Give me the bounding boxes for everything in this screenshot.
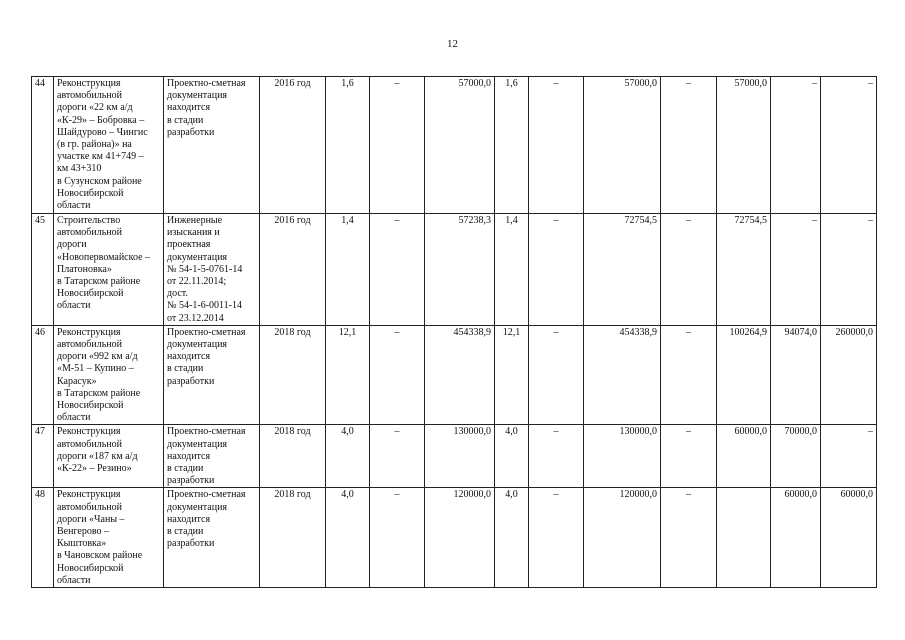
object-name-line: в Сузунском районе [57, 175, 142, 187]
value-empty-1: – [370, 214, 425, 326]
object-name-line: Реконструкция [57, 426, 121, 438]
object-name-line: Новосибирской [57, 400, 124, 412]
funding-year-2: – [771, 214, 821, 326]
value-empty-3: – [661, 488, 717, 588]
table-row [32, 77, 877, 214]
documentation-status-line: находится [167, 513, 211, 525]
documentation-status-line: Проектно-сметная [167, 426, 246, 438]
length-km-program: 4,0 [495, 425, 529, 488]
object-name-line: области [57, 300, 91, 312]
length-km-program: 4,0 [495, 488, 529, 588]
documentation-status-line: дост. [167, 288, 188, 300]
row-number: 45 [32, 214, 54, 326]
object-name-line: Новосибирской [57, 187, 124, 199]
object-name-line: «Новопервомайское – [57, 251, 151, 263]
funding-year-2: – [771, 77, 821, 214]
object-name-line: автомобильной [57, 339, 122, 351]
object-name-line: Новосибирской [57, 562, 124, 574]
program-cost: 72754,5 [584, 214, 661, 326]
length-km: 1,6 [326, 77, 370, 214]
object-name [54, 214, 164, 326]
object-name-line: Венгерово – [57, 526, 110, 538]
estimated-cost: 130000,0 [425, 425, 495, 488]
documentation-status-line: в стадии [167, 114, 204, 126]
value-empty-3: – [661, 325, 717, 425]
table-row [32, 425, 877, 488]
object-name-line: дороги «Чаны – [57, 513, 125, 525]
funding-year-1: 57000,0 [717, 77, 771, 214]
documentation-status [164, 214, 260, 326]
documentation-status-line: документация [167, 501, 228, 513]
documentation-status-line: разработки [167, 538, 215, 550]
value-empty-3: – [661, 425, 717, 488]
commission-year: 2018 год [260, 488, 326, 588]
documentation-status-line: находится [167, 450, 211, 462]
funding-year-3: 260000,0 [821, 325, 877, 425]
documentation-status-line: документация [167, 339, 228, 351]
documentation-status-line: документация [167, 90, 228, 102]
object-name-line: области [57, 574, 91, 586]
object-name [54, 77, 164, 214]
object-name-line: км 43+310 [57, 163, 102, 175]
documentation-status [164, 77, 260, 214]
commission-year: 2016 год [260, 77, 326, 214]
documentation-status-line: разработки [167, 375, 215, 387]
value-empty-2: – [529, 77, 584, 214]
documentation-status-line: в стадии [167, 463, 204, 475]
object-name-line: автомобильной [57, 227, 122, 239]
object-name-line: Новосибирской [57, 288, 124, 300]
length-km-program: 1,4 [495, 214, 529, 326]
value-empty-2: – [529, 214, 584, 326]
object-name-line: области [57, 412, 91, 424]
funding-year-3: – [821, 214, 877, 326]
object-name-line: области [57, 200, 91, 212]
documentation-status [164, 425, 260, 488]
documentation-status-line: в стадии [167, 526, 204, 538]
documentation-status-line: от 23.12.2014 [167, 312, 224, 324]
table-row [32, 325, 877, 425]
value-empty-1: – [370, 325, 425, 425]
object-name-line: «М-51 – Купино – [57, 363, 134, 375]
object-name-line: автомобильной [57, 90, 122, 102]
funding-year-2: 94074,0 [771, 325, 821, 425]
commission-year: 2018 год [260, 425, 326, 488]
object-name-line: Реконструкция [57, 326, 121, 338]
object-name-line: в Татарском районе [57, 387, 141, 399]
table-row [32, 488, 877, 588]
object-name-line: в Татарском районе [57, 276, 141, 288]
program-cost: 130000,0 [584, 425, 661, 488]
commission-year: 2016 год [260, 214, 326, 326]
documentation-status-line: от 22.11.2014; [167, 276, 227, 288]
row-number: 44 [32, 77, 54, 214]
length-km: 12,1 [326, 325, 370, 425]
object-name-line: дороги «187 км а/д [57, 450, 138, 462]
page-number: 12 [447, 38, 458, 50]
object-name-line: дороги «992 км а/д [57, 351, 138, 363]
objects-table [31, 76, 877, 588]
length-km: 4,0 [326, 488, 370, 588]
program-cost: 57000,0 [584, 77, 661, 214]
documentation-status-line: изыскания и [167, 227, 220, 239]
funding-year-1 [717, 488, 771, 588]
value-empty-1: – [370, 488, 425, 588]
documentation-status-line: находится [167, 351, 211, 363]
documentation-status-line: Проектно-сметная [167, 489, 246, 501]
funding-year-2: 70000,0 [771, 425, 821, 488]
object-name-line: Платоновка» [57, 263, 112, 275]
object-name [54, 425, 164, 488]
row-number: 46 [32, 325, 54, 425]
documentation-status [164, 325, 260, 425]
object-name [54, 325, 164, 425]
program-cost: 120000,0 [584, 488, 661, 588]
row-number: 47 [32, 425, 54, 488]
value-empty-2: – [529, 488, 584, 588]
object-name-line: автомобильной [57, 438, 122, 450]
commission-year: 2018 год [260, 325, 326, 425]
length-km-program: 1,6 [495, 77, 529, 214]
funding-year-3: 60000,0 [821, 488, 877, 588]
value-empty-2: – [529, 425, 584, 488]
documentation-status-line: разработки [167, 126, 215, 138]
object-name-line: Карасук» [57, 375, 97, 387]
documentation-status-line: Проектно-сметная [167, 326, 246, 338]
table-row [32, 214, 877, 326]
object-name-line: дороги «22 км а/д [57, 102, 133, 114]
documentation-status-line: № 54-1-6-0011-14 [167, 300, 242, 312]
funding-year-3: – [821, 77, 877, 214]
program-cost: 454338,9 [584, 325, 661, 425]
funding-year-1: 60000,0 [717, 425, 771, 488]
object-name-line: Кыштовка» [57, 538, 107, 550]
object-name-line: Реконструкция [57, 489, 121, 501]
object-name-line: Строительство [57, 215, 121, 226]
estimated-cost: 120000,0 [425, 488, 495, 588]
documentation-status-line: документация [167, 438, 228, 450]
funding-year-2: 60000,0 [771, 488, 821, 588]
object-name-line: в Чановском районе [57, 550, 143, 562]
documentation-status-line: разработки [167, 475, 215, 487]
value-empty-1: – [370, 425, 425, 488]
funding-year-1: 100264,9 [717, 325, 771, 425]
object-name-line: участке км 41+749 – [57, 151, 144, 163]
object-name-line: автомобильной [57, 501, 122, 513]
documentation-status-line: Инженерные [167, 215, 223, 226]
value-empty-3: – [661, 214, 717, 326]
length-km: 1,4 [326, 214, 370, 326]
value-empty-1: – [370, 77, 425, 214]
documentation-status-line: проектная [167, 239, 211, 251]
estimated-cost: 57238,3 [425, 214, 495, 326]
table-body [32, 77, 877, 588]
object-name [54, 488, 164, 588]
value-empty-3: – [661, 77, 717, 214]
documentation-status-line: № 54-1-5-0761-14 [167, 263, 243, 275]
estimated-cost: 57000,0 [425, 77, 495, 214]
funding-year-1: 72754,5 [717, 214, 771, 326]
funding-year-3: – [821, 425, 877, 488]
length-km-program: 12,1 [495, 325, 529, 425]
documentation-status-line: находится [167, 102, 211, 114]
documentation-status-line: в стадии [167, 363, 204, 375]
object-name-line: «К-29» – Бобровка – [57, 114, 145, 126]
object-name-line: «К-22» – Резино» [57, 463, 132, 475]
estimated-cost: 454338,9 [425, 325, 495, 425]
object-name-line: Реконструкция [57, 78, 121, 89]
length-km: 4,0 [326, 425, 370, 488]
object-name-line: Шайдурово – Чингис [57, 126, 148, 138]
row-number: 48 [32, 488, 54, 588]
value-empty-2: – [529, 325, 584, 425]
object-name-line: дороги [57, 239, 87, 251]
documentation-status [164, 488, 260, 588]
object-name-line: (в гр. района)» на [57, 139, 132, 151]
documentation-status-line: Проектно-сметная [167, 78, 246, 89]
documentation-status-line: документация [167, 251, 228, 263]
